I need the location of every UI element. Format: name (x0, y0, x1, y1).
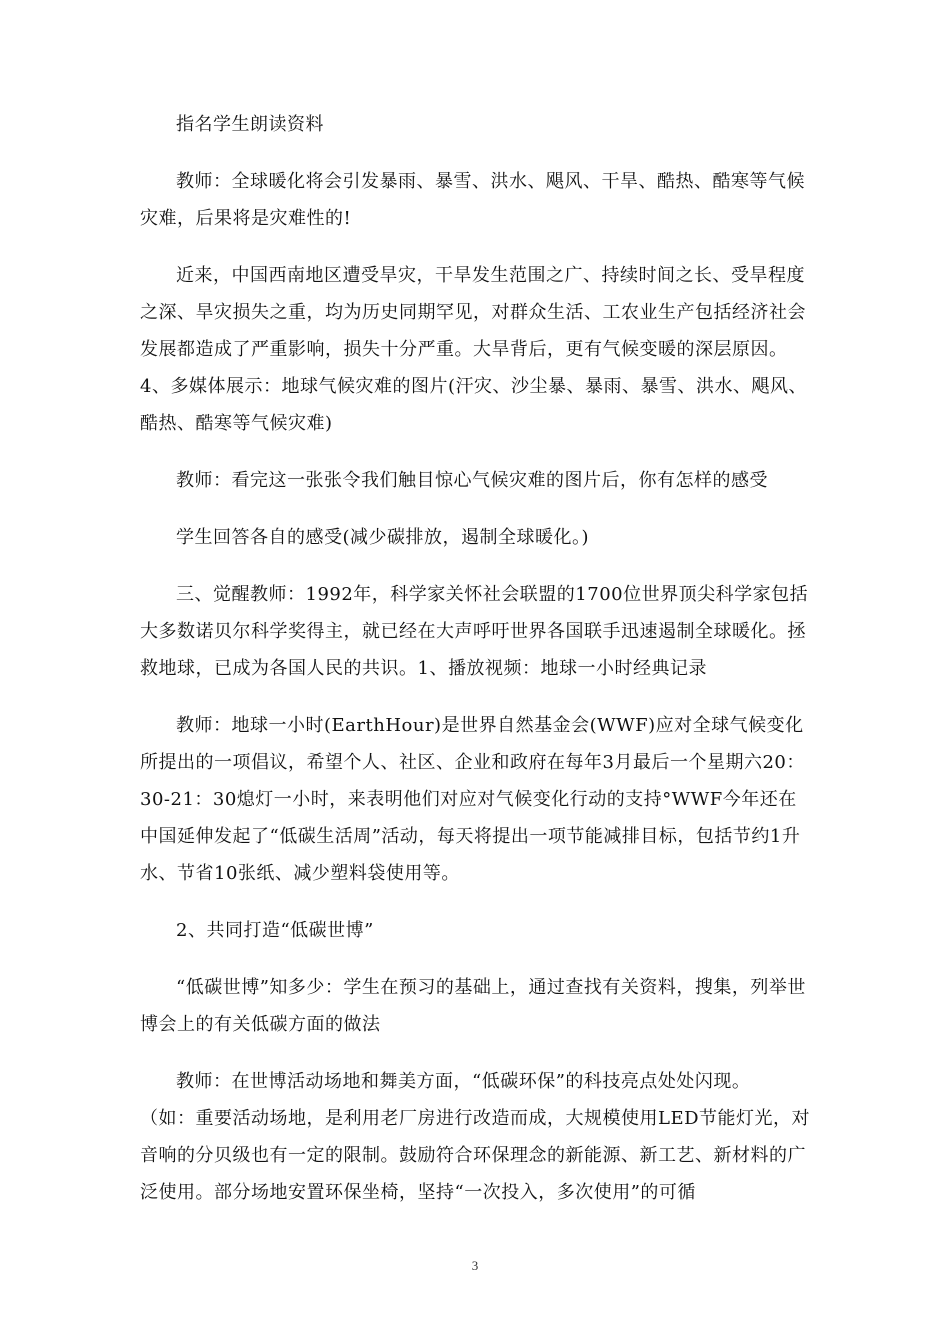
paragraph-teacher-expo: 教师：在世博活动场地和舞美方面，“低碳环保”的科技亮点处处闪现。 (176, 1071, 751, 1092)
paragraph-teacher-warming: 教师：全球暖化将会引发暴雨、暴雪、洪水、飓风、干旱、酷热、酷寒等气候灾难，后果将是灾难性的! (140, 171, 805, 229)
page-number: 3 (471, 1258, 479, 1273)
paragraph-low-carbon-expo-quiz: “低碳世博”知多少：学生在预习的基础上，通过查找有关资料，搜集，列举世博会上的有关低碳方面的做法 (140, 977, 806, 1035)
paragraph-low-carbon-expo-heading: 2、共同打造“低碳世博” (176, 920, 374, 941)
paragraph-awakening: 三、觉醒教师：1992年，科学家关怀社会联盟的1700位世界顶尖科学家包括大多数诺贝尔科学奖得主，就已经在大声呼吁世界各国联手迅速遏制全球暖化。拯救地球，已成为各国人民的共识。1、播放视频：地球一小时经典记录 (140, 584, 809, 679)
paragraph-earth-hour: 教师：地球一小时(EarthHour)是世界自然基金会(WWF)应对全球气候变化所提出的一项倡议，希望个人、社区、企业和政府在每年3月最后一个星期六20：30-21：30熄灯一小时，来表明他们对应对气候变化行动的支持°WWF今年还在中国延伸发起了“低碳生活周”活动，每天将提出一项节能减排目标，包括节约1升水、节省10张纸、减少塑料袋使用等。 (140, 715, 805, 884)
document-body (140, 106, 812, 1211)
paragraph-read-aloud: 指名学生朗读资料 (176, 114, 324, 135)
paragraph-student-answer: 学生回答各自的感受(减少碳排放，遏制全球暖化。) (176, 527, 590, 548)
paragraph-teacher-feelings: 教师：看完这一张张令我们触目惊心气候灾难的图片后，你有怎样的感受 (176, 470, 768, 491)
paragraph-expo-examples: （如：重要活动场地，是利用老厂房进行改造而成，大规模使用LED节能灯光，对音响的分贝级也有一定的限制。鼓励符合环保理念的新能源、新工艺、新材料的广泛使用。部分场地安置环保坐椅，坚持“一次投入，多次使用”的可循 (140, 1108, 811, 1203)
paragraph-southwest-drought: 近来，中国西南地区遭受旱灾，干旱发生范围之广、持续时间之长、受旱程度之深、旱灾损失之重，均为历史同期罕见，对群众生活、工农业生产包括经济社会发展都造成了严重影响，损失十分严重。大旱背后，更有气候变暖的深层原因。4、多媒体展示：地球气候灾难的图片(汗灾、沙尘暴、暴雨、暴雪、洪水、飓风、酷热、酷寒等气候灾难) (140, 265, 807, 434)
